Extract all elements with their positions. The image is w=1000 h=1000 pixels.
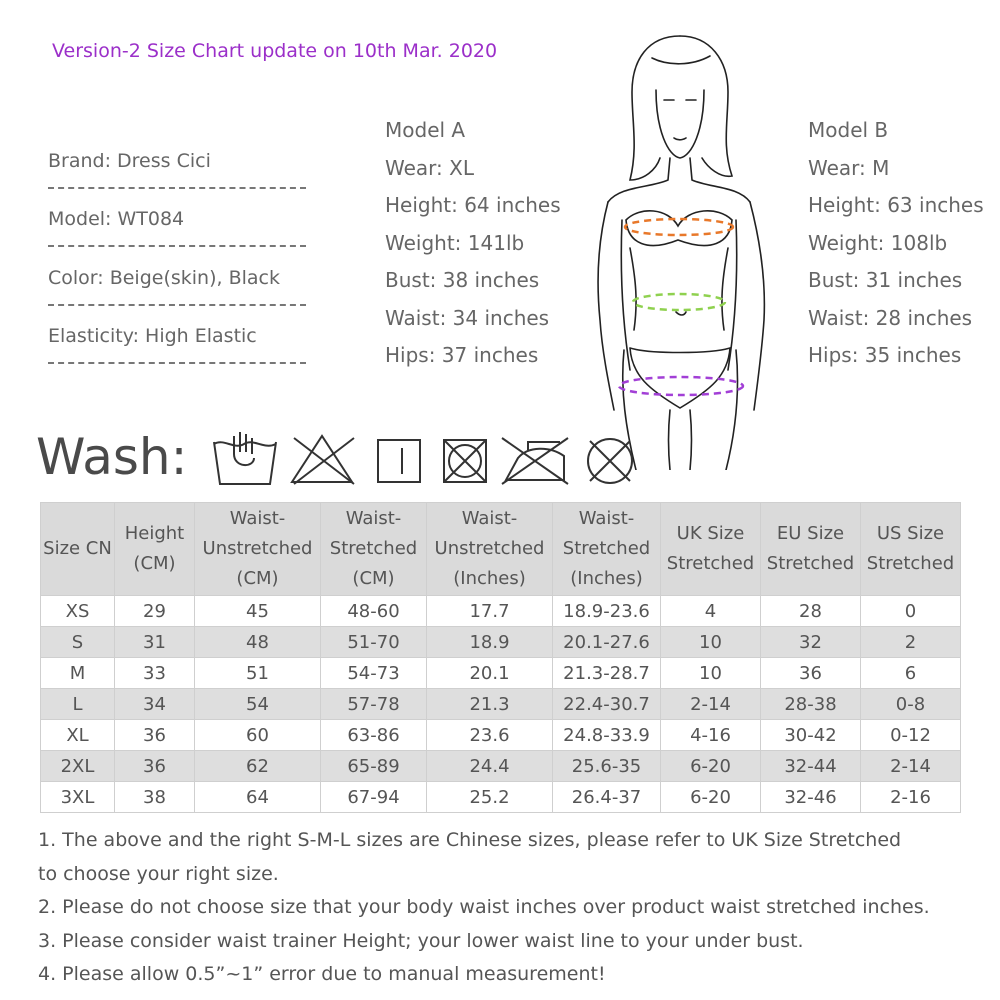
- spec-elasticity: Elasticity: High Elastic: [48, 325, 257, 347]
- table-cell: 34: [115, 689, 195, 720]
- table-cell: 20.1-27.6: [553, 627, 661, 658]
- do-not-tumble-dry-icon: [444, 440, 486, 482]
- table-cell: 20.1: [427, 658, 553, 689]
- table-cell: 36: [115, 720, 195, 751]
- table-cell: 2-14: [661, 689, 761, 720]
- table-cell: 25.6-35: [553, 751, 661, 782]
- table-cell: 21.3: [427, 689, 553, 720]
- table-cell: 62: [195, 751, 321, 782]
- table-cell: 2: [861, 627, 961, 658]
- table-cell: 45: [195, 596, 321, 627]
- table-cell: 28: [761, 596, 861, 627]
- table-cell: 6: [861, 658, 961, 689]
- table-cell: 23.6: [427, 720, 553, 751]
- divider: [48, 245, 306, 247]
- column-header: Size CN: [41, 503, 115, 596]
- table-cell: 3XL: [41, 782, 115, 813]
- table-cell: S: [41, 627, 115, 658]
- table-cell: 18.9: [427, 627, 553, 658]
- divider: [48, 362, 306, 364]
- table-row: [41, 627, 961, 658]
- model-b-bust: Bust: 31 inches: [808, 268, 963, 292]
- table-cell: 17.7: [427, 596, 553, 627]
- table-cell: 6-20: [661, 782, 761, 813]
- table-cell: 26.4-37: [553, 782, 661, 813]
- column-header: Waist- Stretched (CM): [321, 503, 427, 596]
- table-cell: 2-14: [861, 751, 961, 782]
- table-cell: 63-86: [321, 720, 427, 751]
- table-cell: 29: [115, 596, 195, 627]
- model-b-height: Height: 63 inches: [808, 193, 984, 217]
- table-cell: 28-38: [761, 689, 861, 720]
- hips-measure-line: [619, 377, 743, 395]
- table-cell: 38: [115, 782, 195, 813]
- table-cell: 48: [195, 627, 321, 658]
- wash-icons: [210, 428, 640, 490]
- table-cell: 67-94: [321, 782, 427, 813]
- model-a-info: [385, 112, 561, 375]
- table-row: [41, 720, 961, 751]
- table-cell: 24.8-33.9: [553, 720, 661, 751]
- divider: [48, 187, 306, 189]
- column-header: EU Size Stretched: [761, 503, 861, 596]
- model-b-weight: Weight: 108lb: [808, 230, 948, 255]
- version-note: Version-2 Size Chart update on 10th Mar. 2020: [52, 40, 498, 62]
- column-header: US Size Stretched: [861, 503, 961, 596]
- table-cell: 2-16: [861, 782, 961, 813]
- model-b-title: Model B: [808, 118, 889, 142]
- do-not-iron-icon: [502, 438, 568, 484]
- table-cell: 36: [761, 658, 861, 689]
- note-2: 2. Please do not choose size that your body waist inches over product waist stretched inches.: [38, 896, 930, 918]
- table-cell: 2XL: [41, 751, 115, 782]
- table-cell: 64: [195, 782, 321, 813]
- column-header: Waist- Unstretched (Inches): [427, 503, 553, 596]
- table-cell: 22.4-30.7: [553, 689, 661, 720]
- model-b-hips: Hips: 35 inches: [808, 343, 962, 367]
- table-cell: 6-20: [661, 751, 761, 782]
- table-row: [41, 658, 961, 689]
- table-cell: 31: [115, 627, 195, 658]
- table-cell: 51: [195, 658, 321, 689]
- table-row: [41, 751, 961, 782]
- column-header: Height (CM): [115, 503, 195, 596]
- table-cell: 33: [115, 658, 195, 689]
- divider: [48, 304, 306, 306]
- size-chart-table: [40, 502, 961, 813]
- model-a-title: Model A: [385, 118, 466, 142]
- wash-label: Wash:: [36, 428, 188, 486]
- table-cell: 54-73: [321, 658, 427, 689]
- table-cell: 24.4: [427, 751, 553, 782]
- do-not-dry-clean-icon: [588, 439, 632, 483]
- table-cell: 54: [195, 689, 321, 720]
- table-cell: L: [41, 689, 115, 720]
- table-cell: 18.9-23.6: [553, 596, 661, 627]
- notes: [38, 824, 988, 992]
- table-cell: 51-70: [321, 627, 427, 658]
- model-a-bust: Bust: 38 inches: [385, 268, 540, 292]
- note-1-continued: to choose your right size.: [38, 862, 279, 885]
- model-a-waist: Waist: 34 inches: [385, 305, 550, 330]
- model-a-weight: Weight: 141lb: [385, 230, 525, 255]
- note-3: 3. Please consider waist trainer Height; your lower waist line to your under bust.: [38, 929, 804, 952]
- body-measurement-figure: [560, 30, 790, 470]
- table-cell: 32-44: [761, 751, 861, 782]
- table-cell: 0-12: [861, 720, 961, 751]
- bust-measure-line: [625, 219, 733, 235]
- model-b-wear: Wear: M: [808, 155, 890, 180]
- model-b-info: [808, 112, 984, 375]
- tumble-dry-icon: [378, 440, 420, 482]
- table-cell: 4: [661, 596, 761, 627]
- table-cell: 60: [195, 720, 321, 751]
- table-cell: 36: [115, 751, 195, 782]
- table-row: [41, 782, 961, 813]
- table-cell: 32-46: [761, 782, 861, 813]
- do-not-bleach-icon: [292, 436, 354, 484]
- spec-model: Model: WT084: [48, 208, 185, 230]
- table-cell: 25.2: [427, 782, 553, 813]
- waist-measure-line: [633, 294, 725, 310]
- table-cell: 30-42: [761, 720, 861, 751]
- table-header-row: [41, 503, 961, 596]
- table-cell: 65-89: [321, 751, 427, 782]
- table-cell: 0: [861, 596, 961, 627]
- note-4: 4. Please allow 0.5”~1” error due to manual measurement!: [38, 963, 606, 985]
- column-header: UK Size Stretched: [661, 503, 761, 596]
- note-1: 1. The above and the right S-M-L sizes are Chinese sizes, please refer to UK Size Stretched: [38, 829, 902, 851]
- model-a-wear: Wear: XL: [385, 155, 474, 180]
- table-row: [41, 596, 961, 627]
- spec-color: Color: Beige(skin), Black: [48, 267, 280, 289]
- table-cell: 21.3-28.7: [553, 658, 661, 689]
- table-cell: XL: [41, 720, 115, 751]
- model-a-height: Height: 64 inches: [385, 193, 561, 217]
- table-cell: 48-60: [321, 596, 427, 627]
- table-row: [41, 689, 961, 720]
- hand-wash-icon: [214, 432, 276, 484]
- column-header: Waist- Unstretched (CM): [195, 503, 321, 596]
- table-cell: 4-16: [661, 720, 761, 751]
- model-a-hips: Hips: 37 inches: [385, 343, 539, 367]
- table-cell: 57-78: [321, 689, 427, 720]
- table-cell: 0-8: [861, 689, 961, 720]
- table-cell: 32: [761, 627, 861, 658]
- table-cell: M: [41, 658, 115, 689]
- model-b-waist: Waist: 28 inches: [808, 305, 973, 330]
- table-cell: XS: [41, 596, 115, 627]
- table-cell: 10: [661, 658, 761, 689]
- column-header: Waist- Stretched (Inches): [553, 503, 661, 596]
- spec-brand: Brand: Dress Cici: [48, 150, 211, 172]
- table-cell: 10: [661, 627, 761, 658]
